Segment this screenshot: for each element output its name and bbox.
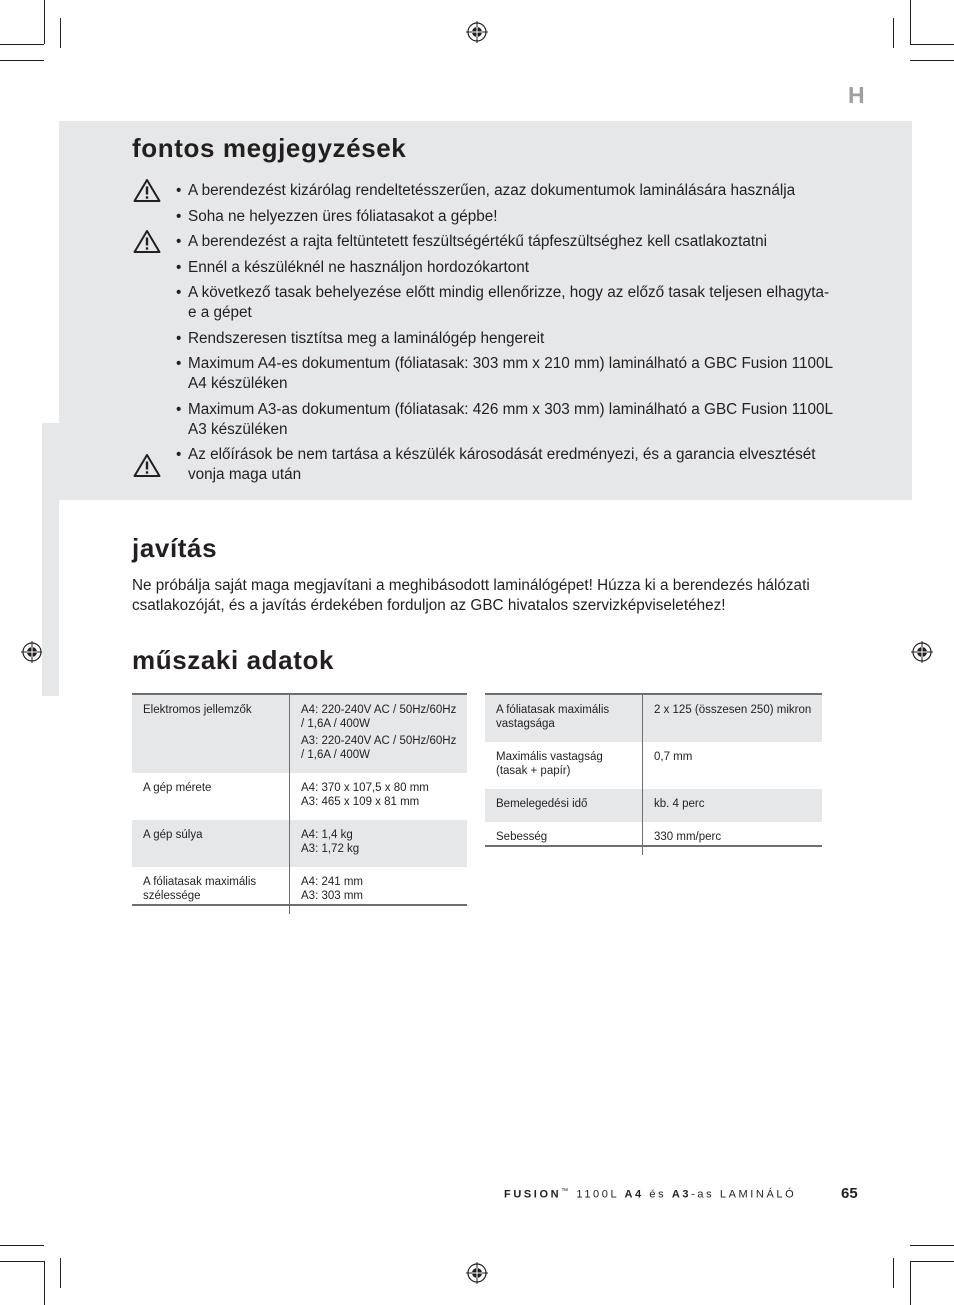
list-item: • Maximum A4-es dokumentum (fóliatasak: 303 mm x 210 mm) laminálható a GBC Fusion 1100L A4 készüléken (176, 354, 836, 394)
crop-mark (60, 1258, 61, 1288)
spec-value-a4: A4: 241 mm (301, 876, 363, 888)
spec-label: Bemelegedési idő (485, 789, 643, 822)
repair-paragraph: Ne próbálja saját maga megjavítani a meghibásodott laminálógépet! Húzza ki a berendezés hálózati csatlakozóját, és a javítás érdekében forduljon az GBC hivatalos szervizképviseletéhez! (132, 577, 810, 614)
footer-model: 1100L (576, 1188, 619, 1201)
spec-value (290, 773, 468, 820)
crop-mark (910, 44, 954, 45)
list-item: • A berendezést a rajta feltüntetett feszültségértékű tápfeszültséghez kell csatlakoztatni (176, 232, 836, 252)
spec-label: A gép súlya (132, 820, 290, 867)
footer-a4: A4 (624, 1188, 644, 1201)
spec-value-a4: A4: 370 x 107,5 x 80 mm (301, 782, 429, 794)
spec-value: 0,7 mm (654, 751, 693, 763)
footer-a3: A3 (671, 1188, 692, 1201)
crop-mark (60, 18, 61, 48)
footer-product-name (504, 1188, 796, 1201)
crop-mark (893, 18, 894, 48)
crop-mark (893, 1258, 894, 1288)
spec-value (290, 867, 468, 914)
table-row (485, 789, 822, 822)
spec-label: A gép mérete (132, 773, 290, 820)
list-item: • A következő tasak behelyezése előtt mindig ellenőrizze, hogy az előző tasak teljesen elhagyta-e a gépet (176, 283, 836, 323)
spec-value-a3: A3: 303 mm (301, 890, 363, 902)
crop-mark (910, 1261, 911, 1305)
page-number: 65 (841, 1185, 858, 1202)
spec-value: 330 mm/perc (654, 831, 722, 843)
spec-value-a3: A3: 220-240V AC / 50Hz/60Hz / 1,6A / 400W (301, 735, 457, 761)
crop-mark (910, 1261, 954, 1262)
warning-icon (133, 229, 161, 254)
crop-mark (44, 0, 45, 44)
spec-value (290, 820, 468, 867)
spec-label: Maximális vastagság (tasak + papír) (485, 742, 643, 789)
spec-table-right (485, 695, 822, 855)
notes-title: fontos megjegyzések (132, 133, 407, 163)
table-row (132, 773, 467, 820)
footer-tm: ™ (561, 1188, 571, 1195)
spec-table-right-bottom-rule (485, 845, 822, 847)
list-item: • Ennél a készüléknél ne használjon hordozókartont (176, 258, 836, 278)
registration-mark-icon (466, 1262, 488, 1284)
table-row (485, 695, 822, 742)
table-row (132, 695, 467, 773)
registration-mark-icon (466, 21, 488, 43)
list-item: • A berendezést kizárólag rendeltetésszerűen, azaz dokumentumok laminálására használja (176, 181, 836, 201)
specs-title: műszaki adatok (132, 645, 335, 675)
table-row (132, 867, 467, 914)
repair-title: javítás (132, 533, 218, 563)
warning-icon (133, 453, 161, 478)
spec-value: 2 x 125 (összesen 250) mikron (643, 695, 823, 742)
crop-mark (910, 1245, 954, 1246)
spec-value-a3: A3: 1,72 kg (301, 843, 360, 855)
list-item: • Rendszeresen tisztítsa meg a laminálógép hengereit (176, 329, 836, 349)
spec-label: A fóliatasak maximális szélessége (132, 867, 290, 914)
registration-mark-icon (21, 641, 43, 663)
crop-mark (910, 0, 911, 44)
spec-label: Elektromos jellemzők (132, 695, 290, 773)
spec-table-left-bottom-rule (132, 904, 467, 906)
crop-mark (0, 60, 44, 61)
notes-list (176, 181, 836, 491)
spec-value-a4: A4: 1,4 kg (301, 829, 353, 841)
side-tab-strip (42, 423, 59, 696)
spec-table-left (132, 695, 467, 914)
list-item: • Maximum A3-as dokumentum (fóliatasak: 426 mm x 303 mm) laminálható a GBC Fusion 1100L A3 készüléken (176, 400, 836, 440)
table-row (485, 822, 822, 855)
language-letter: H (848, 82, 865, 108)
crop-mark (0, 44, 44, 45)
crop-mark (910, 60, 954, 61)
footer-brand: FUSION (504, 1188, 562, 1201)
registration-mark-icon (911, 641, 933, 663)
list-item: • Az előírások be nem tartása a készülék károsodását eredményezi, és a garancia elvesztését vonja maga után (176, 445, 836, 485)
list-item: • Soha ne helyezzen üres fóliatasakot a gépbe! (176, 207, 836, 227)
spec-label: Sebesség (485, 822, 643, 855)
crop-mark (0, 1245, 44, 1246)
spec-value (290, 695, 468, 773)
crop-mark (44, 1261, 45, 1305)
crop-mark (0, 1261, 44, 1262)
spec-value: kb. 4 perc (643, 789, 823, 822)
table-row (485, 742, 822, 789)
warning-icon (133, 178, 161, 203)
footer-suffix: -as LAMINÁLÓ (691, 1188, 797, 1201)
spec-value-a4: A4: 220-240V AC / 50Hz/60Hz / 1,6A / 400W (301, 704, 457, 730)
footer-and: és (649, 1188, 667, 1201)
spec-value-a3: A3: 465 x 109 x 81 mm (301, 796, 420, 808)
table-row (132, 820, 467, 867)
spec-label: A fóliatasak maximális vastagsága (485, 695, 643, 742)
